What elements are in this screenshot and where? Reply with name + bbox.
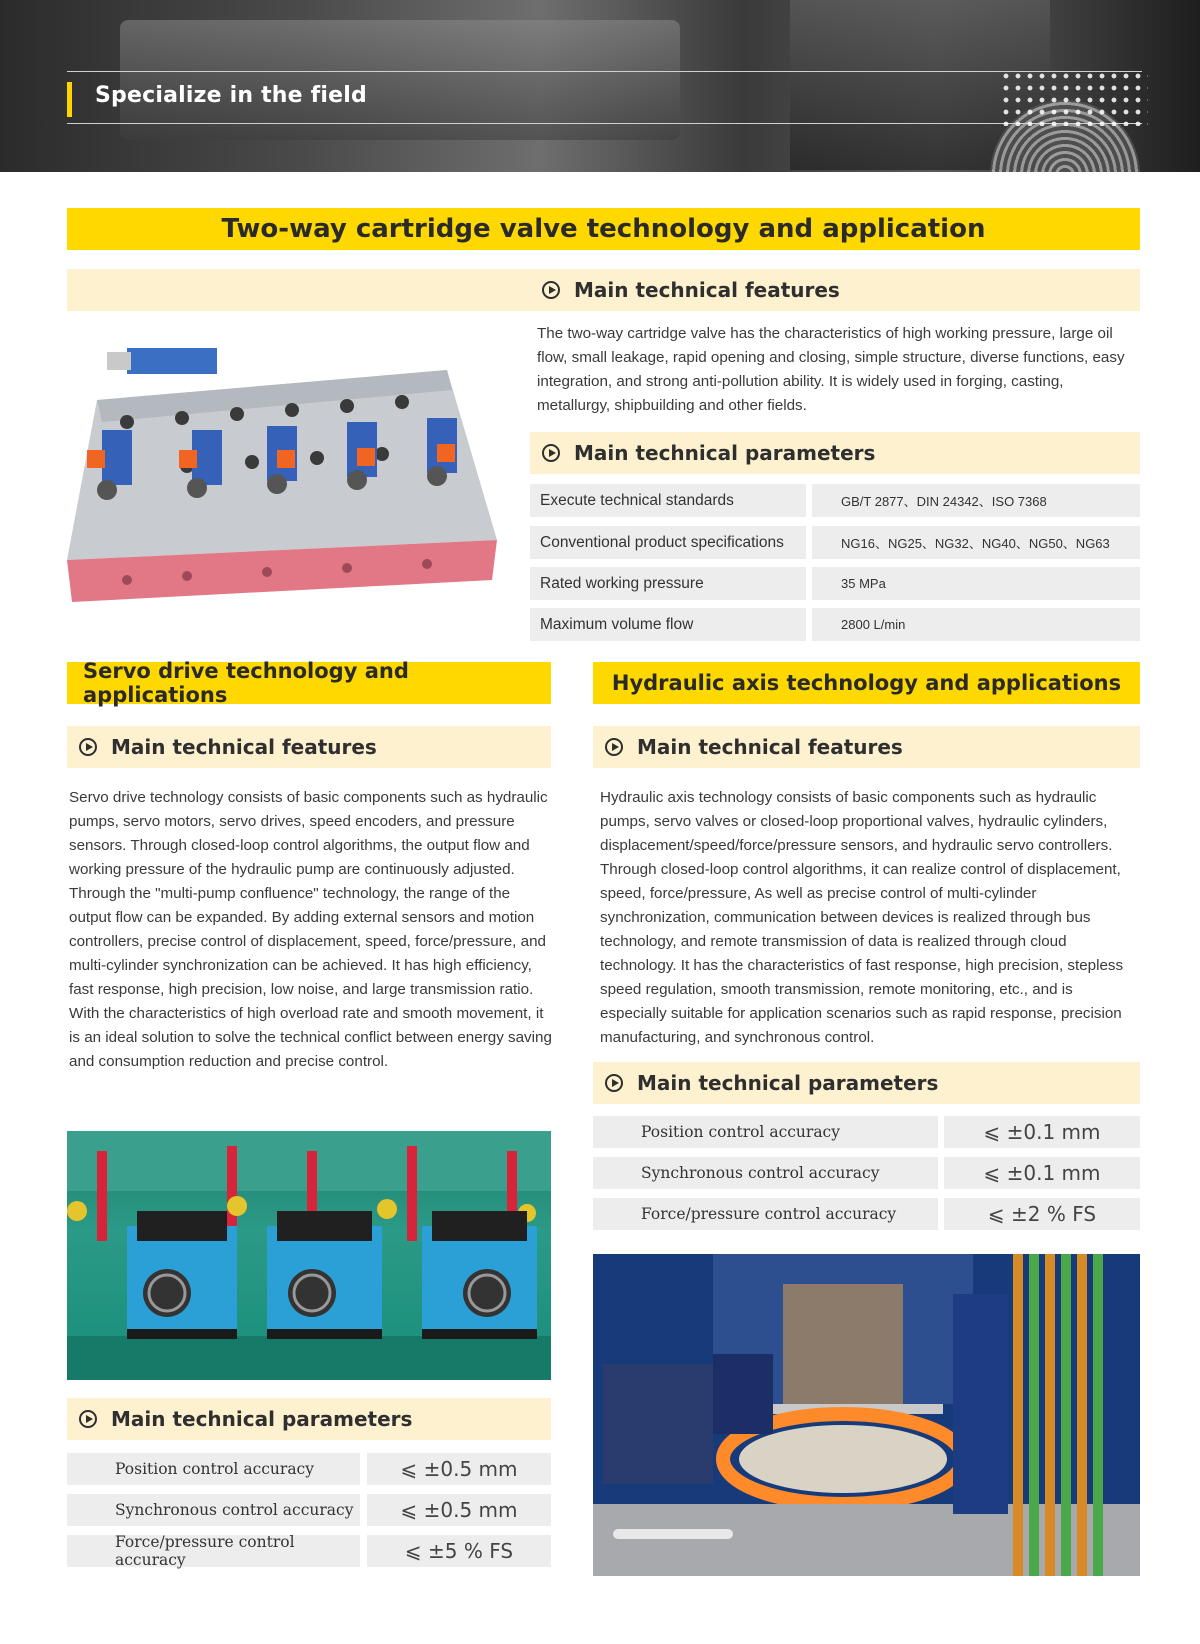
table-row-label: Rated working pressure [530,567,806,600]
hero-divider [67,123,1142,124]
valve-illustration [67,330,512,604]
play-circle-icon [605,738,623,756]
cartridge-section-title: Two-way cartridge valve technology and application [67,208,1140,250]
servo-features-text: Servo drive technology consists of basic components such as hydraulic pumps, servo motors, servo drives, speed encoders, and pressure sensors. Through closed-loop control algorithms, the output flow and working pressure of the hydraulic pump are continuously adjusted. Through the "multi-pump confluence" technology, the range of the output flow can be expanded. By adding external sensors and motion controllers, precise control of displacement, speed, force/pressure, and multi-cylinder synchronization can be achieved. It has high efficiency, fast response, high precision, low noise, and large transmission ratio. With the characteristics of high overload rate and smooth movement, it is an ideal solution to solve the technical conflict between energy saving and consumption reduction and precise control. [69,789,552,1070]
servo-features-heading [67,726,551,768]
hydraulic-section-title: Hydraulic axis technology and applications [593,662,1140,704]
table-row-value: 35 MPa [812,567,1140,600]
hero-accent-bar [67,82,72,117]
hydraulic-forging-image [593,1254,1140,1576]
table-row-value: NG16、NG25、NG32、NG40、NG50、NG63 [812,526,1140,559]
table-row-value: ⩽ ±0.1 mm [944,1116,1140,1148]
table-row-label: Position control accuracy [593,1116,938,1148]
cartridge-params-heading-label: Main technical parameters [574,441,876,465]
hero-dot-pattern [1000,70,1148,126]
hydraulic-features-text: Hydraulic axis technology consists of basic components such as hydraulic pumps, servo valves or closed-loop proportional valves, hydraulic cylinders, displacement/speed/force/pressure sensors, and hydraulic servo controllers. Through closed-loop control algorithms, it can realize control of displacement, speed, force/pressure, As well as precise control of multi-cylinder synchronization, communication between devices is realized through bus technology, and remote transmission of data is realized through cloud technology. It has the characteristics of fast response, high precision, stepless speed regulation, smooth transmission, remote monitoring, etc., and is especially suitable for application scenarios such as rapid response, precision manufacturing, and synchronous control. [600,789,1124,1046]
cartridge-features-heading [542,269,840,311]
table-row-value: ⩽ ±0.5 mm [367,1453,551,1485]
servo-params-heading [67,1398,551,1440]
hydraulic-features-heading [593,726,1140,768]
cartridge-features-heading-label: Main technical features [574,278,840,302]
servo-section-title: Servo drive technology and applications [67,662,551,704]
table-row-label: Position control accuracy [67,1453,360,1485]
table-row-label: Execute technical standards [530,484,806,517]
table-row-label: Force/pressure control accuracy [67,1535,360,1567]
servo-illustration [67,1131,551,1380]
table-row-value: GB/T 2877、DIN 24342、ISO 7368 [812,484,1140,517]
play-circle-icon [542,281,560,299]
table-row-value: 2800 L/min [812,608,1140,641]
hydraulic-params-heading [593,1062,1140,1104]
hero-machine-shape [120,20,680,140]
hero-banner [0,0,1200,172]
servo-params-heading-label: Main technical parameters [111,1407,413,1431]
hero-divider [67,71,1142,72]
cartridge-valve-image [67,330,512,604]
table-row-label: Synchronous control accuracy [67,1494,360,1526]
cartridge-features-text: The two-way cartridge valve has the characteristics of high working pressure, large oil flow, small leakage, rapid opening and closing, simple structure, diverse functions, easy integration, and strong anti-pollution ability. It is widely used in forging, casting, metallurgy, shipbuilding and other fields. [537,325,1125,414]
play-circle-icon [542,444,560,462]
table-row-label: Conventional product specifications [530,526,806,559]
table-row-label: Maximum volume flow [530,608,806,641]
table-row-label: Force/pressure control accuracy [593,1198,938,1230]
table-row-value: ⩽ ±2 % FS [944,1198,1140,1230]
table-row-value: ⩽ ±0.1 mm [944,1157,1140,1189]
forging-illustration [593,1254,1140,1576]
hydraulic-params-heading-label: Main technical parameters [637,1071,939,1095]
hero-title: Specialize in the field [95,83,367,108]
play-circle-icon [605,1074,623,1092]
cartridge-params-heading [530,432,1140,474]
servo-pump-image [67,1131,551,1380]
play-circle-icon [79,738,97,756]
servo-features-heading-label: Main technical features [111,735,377,759]
table-row-label: Synchronous control accuracy [593,1157,938,1189]
table-row-value: ⩽ ±0.5 mm [367,1494,551,1526]
play-circle-icon [79,1410,97,1428]
hydraulic-features-heading-label: Main technical features [637,735,903,759]
table-row-value: ⩽ ±5 % FS [367,1535,551,1567]
